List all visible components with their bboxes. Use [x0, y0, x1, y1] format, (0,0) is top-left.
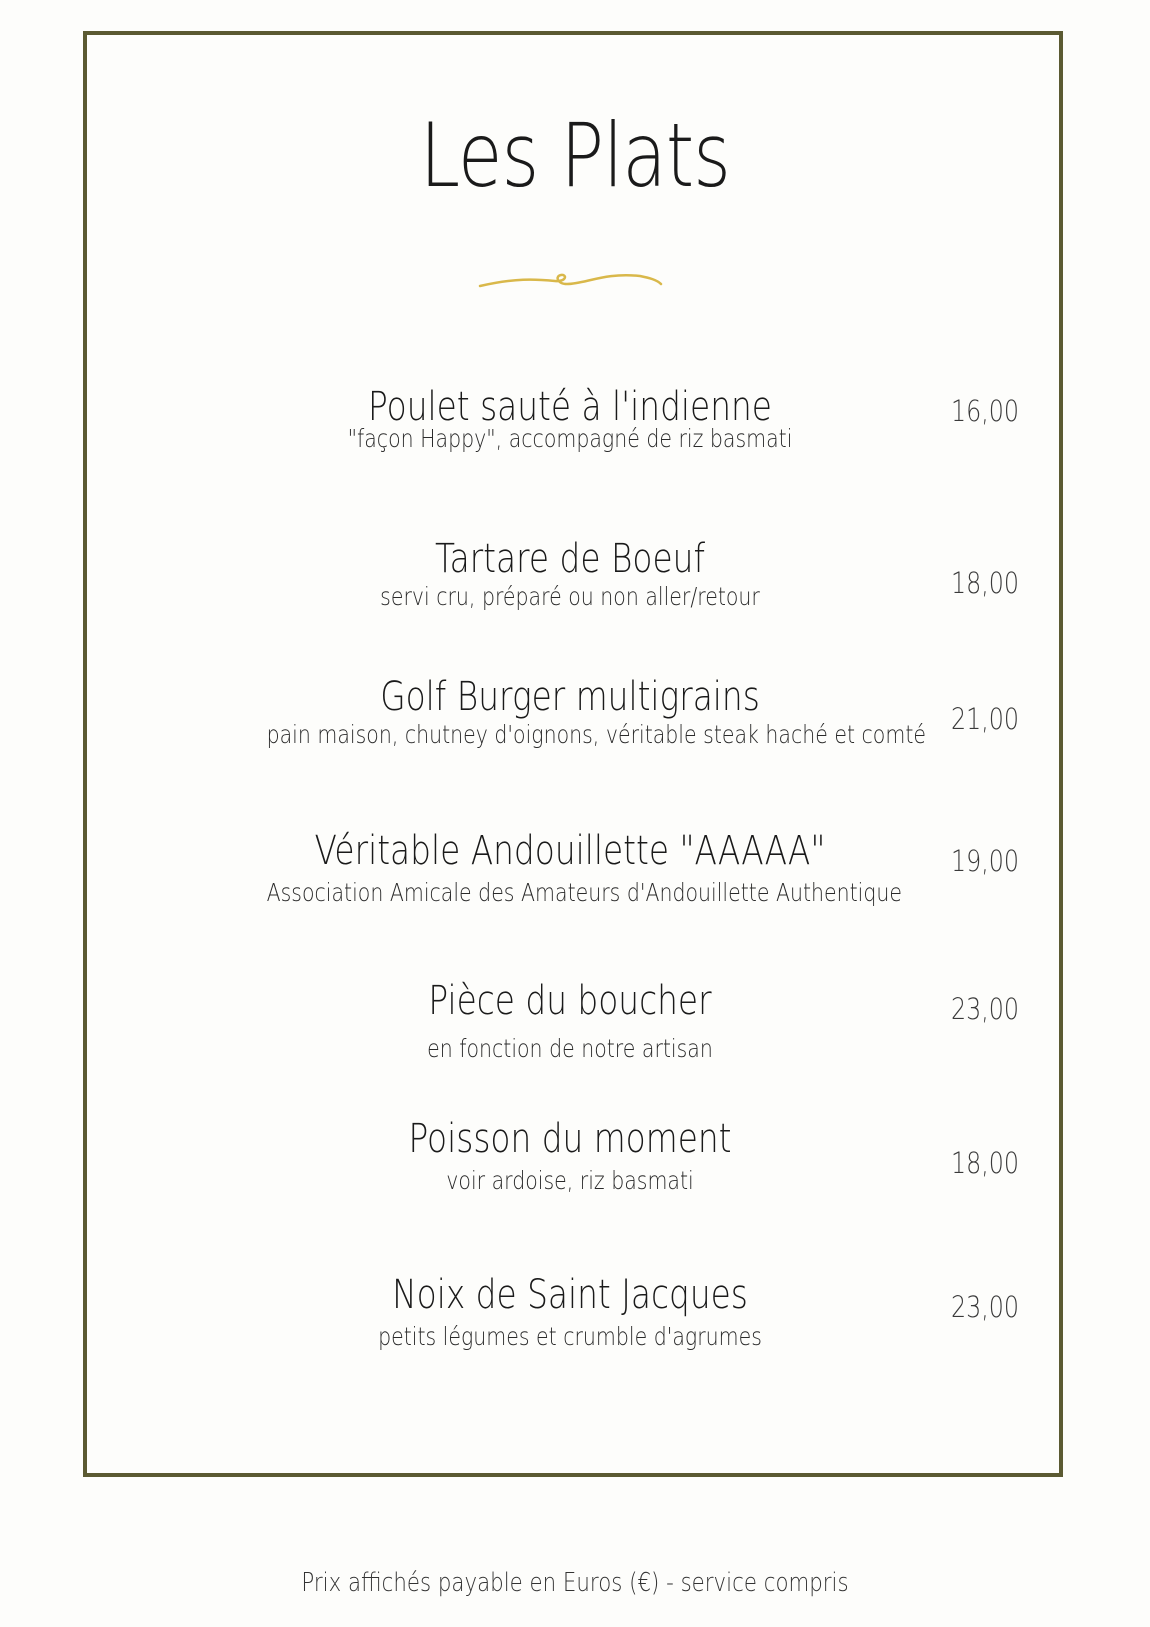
dish-price: 18,00 — [950, 566, 1020, 600]
dish-name: Pièce du boucher — [428, 978, 712, 1024]
dish-item — [200, 536, 940, 612]
dish-item — [200, 1116, 940, 1196]
dish-name: Golf Burger multigrains — [380, 674, 760, 720]
dish-price: 21,00 — [950, 702, 1020, 736]
price-footnote: Prix affichés payable en Euros (€) - service compris — [301, 1568, 849, 1598]
menu-frame — [83, 31, 1063, 1477]
dish-item — [200, 1272, 940, 1352]
page-title: Les Plats — [419, 104, 731, 207]
dish-name: Tartare de Boeuf — [434, 536, 706, 582]
dish-price: 23,00 — [950, 992, 1020, 1026]
dish-price: 16,00 — [950, 394, 1020, 428]
dish-description: pain maison, chutney d'oignons, véritable steak haché et comté — [266, 720, 926, 749]
dish-price: 19,00 — [950, 844, 1020, 878]
dish-name: Véritable Andouillette "AAAAA" — [314, 828, 826, 874]
dish-item — [200, 978, 940, 1064]
dish-description: servi cru, préparé ou non aller/retour — [380, 582, 760, 611]
flourish-ornament-icon — [475, 266, 665, 296]
dish-description: voir ardoise, riz basmati — [446, 1166, 694, 1195]
dish-item — [200, 384, 940, 454]
dish-item — [200, 674, 940, 750]
dish-name: Noix de Saint Jacques — [392, 1272, 748, 1318]
dish-name: Poisson du moment — [408, 1116, 732, 1162]
dish-description: petits légumes et crumble d'agrumes — [378, 1322, 762, 1351]
dish-description: en fonction de notre artisan — [427, 1034, 713, 1063]
dish-name: Poulet sauté à l'indienne — [368, 384, 772, 430]
dish-description: Association Amicale des Amateurs d'Andouillette Authentique — [266, 878, 902, 907]
dish-price: 18,00 — [950, 1146, 1020, 1180]
dish-price: 23,00 — [950, 1290, 1020, 1324]
dish-description: "façon Happy", accompagné de riz basmati — [347, 424, 793, 453]
dish-item — [200, 828, 940, 908]
